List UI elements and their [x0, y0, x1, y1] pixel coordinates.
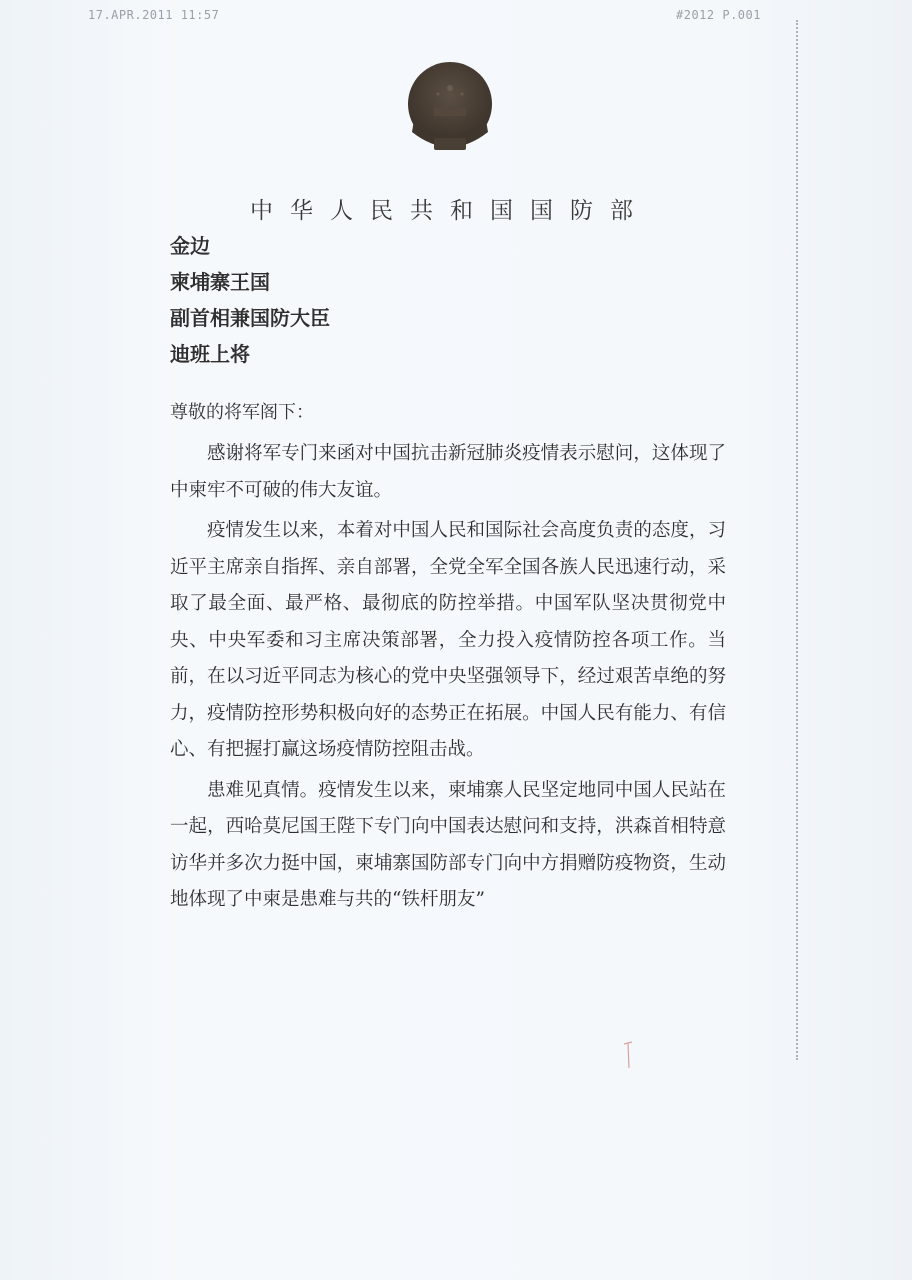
address-line-recipient: 迪班上将 [170, 342, 250, 366]
fax-timestamp: 17.APR.2011 11:57 [88, 8, 220, 22]
salutation: 尊敬的将军阁下： [170, 402, 314, 423]
paragraph-2: 疫情发生以来，本着对中国人民和国际社会高度负责的态度，习近平主席亲自指挥、亲自部署，全党全军全国各族人民迅速行动，采取了最全面、最严格、最彻底的防控举措。中国军队坚决贯彻党中央、中央军委和习主席决策部署，全力投入疫情防控各项工作。当前，在以习近平同志为核心的党中央坚强领导下，经过艰苦卓绝的努力，疫情防控形势积极向好的态势正在拓展。中国人民有能力、有信心、有把握打赢这场疫情防控阻击战。 [170, 520, 726, 760]
paragraph-1: 感谢将军专门来函对中国抗击新冠肺炎疫情表示慰问，这体现了中柬牢不可破的伟大友谊。 [170, 443, 726, 501]
scan-edge-line [796, 20, 798, 1060]
paragraph-3: 患难见真情。疫情发生以来，柬埔寨人民坚定地同中国人民站在一起，西哈莫尼国王陛下专门向中国表达慰问和支持，洪森首相特意访华并多次力挺中国，柬埔寨国防部专门向中方捐赠防疫物资，生动地体现了中柬是患难与共的“铁杆朋友” [170, 779, 726, 910]
national-emblem-icon [404, 58, 496, 158]
fax-page-number: #2012 P.001 [676, 8, 761, 22]
ministry-title: 中华人民共和国国防部 [250, 198, 650, 224]
letter-body [170, 436, 726, 923]
address-line-position: 副首相兼国防大臣 [170, 306, 330, 330]
address-line-country: 柬埔寨王国 [170, 270, 270, 294]
address-block [170, 228, 330, 372]
stray-pen-mark-icon [622, 1040, 636, 1070]
address-line-city: 金边 [170, 234, 210, 258]
